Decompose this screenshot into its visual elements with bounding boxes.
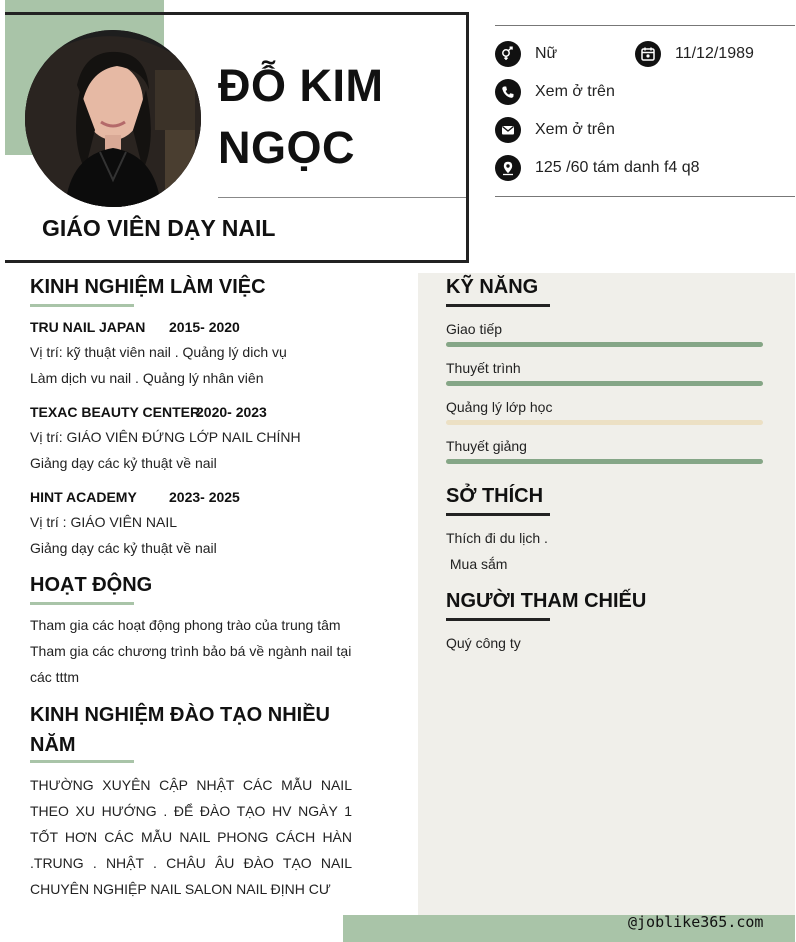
gender-icon <box>495 41 521 67</box>
profile-photo-illustration <box>25 30 201 207</box>
section-title-skills: KỸ NĂNG <box>446 276 539 298</box>
experience-detail: Vị trí: GIÁO VIÊN ĐỨNG LỚP NAIL CHÍNH <box>30 429 301 445</box>
section-underline <box>446 618 550 621</box>
experience-period: 2015- 2020 <box>169 319 240 335</box>
section-title-activities: HOẠT ĐỘNG <box>30 574 153 596</box>
section-title-training: KINH NGHIỆM ĐÀO TẠO NHIỀU NĂM <box>30 704 330 756</box>
skill-bar <box>446 381 763 386</box>
calendar-icon <box>635 41 661 67</box>
section-underline <box>30 602 134 605</box>
skill-name: Quảng lý lớp học <box>446 399 553 415</box>
phone-icon <box>495 79 521 105</box>
section-underline <box>446 513 550 516</box>
divider <box>495 25 795 26</box>
experience-detail: Giảng dạy các kỷ thuật về nail <box>30 540 217 556</box>
experience-detail: Vị trí: kỹ thuật viên nail . Quảng lý dich vụ <box>30 344 287 360</box>
references-text: Quý công ty <box>446 635 521 651</box>
skill-bar-fill <box>446 459 763 464</box>
activities-text: Tham gia các hoạt động phong trào của trung tâm Tham gia các chương trình bảo bá về ngành nail tại các tttm <box>30 617 352 685</box>
skill-bar-fill <box>446 342 763 347</box>
experience-period: 2023- 2025 <box>169 489 240 505</box>
experience-detail: Vị trí : GIÁO VIÊN NAIL <box>30 514 178 530</box>
section-title-hobbies: SỞ THÍCH <box>446 485 544 507</box>
envelope-icon <box>495 117 521 143</box>
skill-bar <box>446 342 763 347</box>
gender-value: Nữ <box>535 45 558 62</box>
address-value: 125 /60 tám danh f4 q8 <box>535 159 700 176</box>
experience-company: HINT ACADEMY <box>30 489 137 505</box>
section-title-experience: KINH NGHIỆM LÀM VIỆC <box>30 276 266 298</box>
candidate-name: ĐỖ KIM NGỌC <box>218 60 384 173</box>
experience-company: TEXAC BEAUTY CENTER <box>30 404 201 420</box>
email-value: Xem ở trên <box>535 121 615 138</box>
experience-detail: Giảng dạy các kỷ thuật về nail <box>30 455 217 471</box>
skill-bar-fill <box>446 381 763 386</box>
experience-company: TRU NAIL JAPAN <box>30 319 146 335</box>
skill-name: Thuyết giảng <box>446 438 527 454</box>
phone-value: Xem ở trên <box>535 83 615 100</box>
hobby-item: Mua sắm <box>446 556 508 572</box>
divider <box>218 197 466 198</box>
avatar <box>25 30 201 207</box>
skill-name: Giao tiếp <box>446 321 503 337</box>
experience-detail: Làm dịch vu nail . Quảng lý nhân viên <box>30 370 264 386</box>
experience-period: 2020- 2023 <box>196 404 267 420</box>
section-title-references: NGƯỜI THAM CHIẾU <box>446 590 647 612</box>
skill-name: Thuyết trình <box>446 360 521 376</box>
contact-email <box>495 117 615 143</box>
section-underline <box>30 304 134 307</box>
birthday-value: 11/12/1989 <box>675 45 754 62</box>
section-underline <box>30 760 134 763</box>
contact-birthday <box>635 41 754 67</box>
location-pin-icon <box>495 155 521 181</box>
skill-bar <box>446 459 763 464</box>
skill-bar <box>446 420 763 425</box>
job-title: GIÁO VIÊN DẠY NAIL <box>42 215 276 241</box>
watermark: @joblike365.com <box>628 913 764 931</box>
contact-phone <box>495 79 615 105</box>
divider <box>495 196 795 197</box>
hobby-item: Thích đi du lịch . <box>446 530 548 546</box>
contact-gender <box>495 41 557 67</box>
training-text: THƯỜNG XUYÊN CẬP NHẬT CÁC MẪU NAIL THEO XU HƯỚNG . ĐỂ ĐÀO TẠO HV NGÀY 1 TỐT HƠN CÁC MẪU NAIL PHONG CÁCH HÀN .TRUNG . NHẬT . CHÂU ÂU ĐÀO TẠO NAIL CHUYÊN NGHIỆP NAIL SALON NAIL ĐỊNH CƯ <box>30 777 352 897</box>
section-underline <box>446 304 550 307</box>
contact-address <box>495 155 700 181</box>
